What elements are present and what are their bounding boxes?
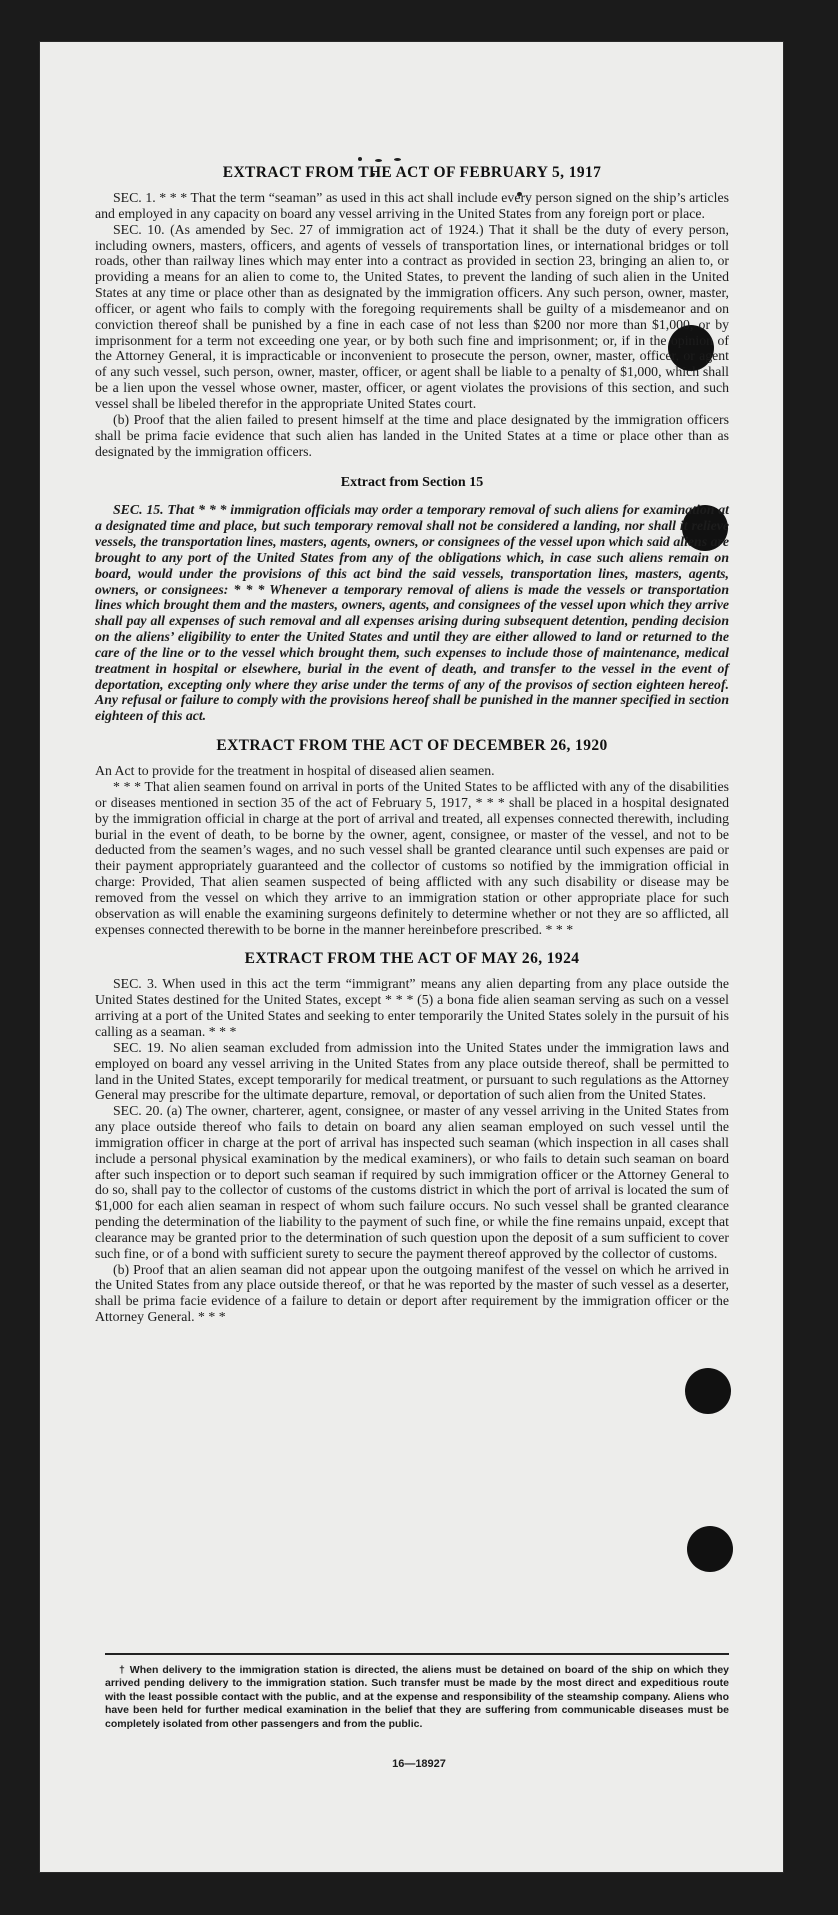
section-3: SEC. 3. When used in this act the term “immigrant” means any alien departing from any place outside the United States destined for the United States, except * * * (5) a bona fide alien seaman serving as such on a vessel arriving at a port of the United States and seeking to enter temporarily the United States solely in the pursuit of his calling as a seaman. * * * (95, 976, 729, 1039)
act-1920-body: * * * That alien seamen found on arrival in ports of the United States to be afflicted with any of the disabilities or diseases mentioned in section 35 of the act of February 5, 1917, * * * shall be placed in a hospital designated by the immigration official in charge at the port of arrival and treated, all expenses connected therewith, including burial in the event of death, to be borne by the owner, agent, consignee, or master of the vessel, and not to be deducted from the seamen’s wages, and no such vessel shall be granted clearance until such expenses are paid or their payment appropriately guaranteed and the collector of customs so notified by the immigration official in charge: Provided, That alien seamen suspected of being afflicted with any such disability or disease may be removed from the vessel on which they arrive to an immigration station or other appropriate place for such observation as will enable the examining surgeons definitely to determine whether or not they are so afflicted, all expenses connected therewith to be borne in the manner hereinbefore prescribed. * * * (95, 779, 729, 937)
punch-hole-3 (685, 1368, 731, 1414)
section-20-a: SEC. 20. (a) The owner, charterer, agent, consignee, or master of any vessel arriving in the United States from any place outside thereof who fails to detain on board any alien seaman employed on such vessel until the immigration officer in charge at the port of arrival has inspected such seaman (which inspection in all cases shall include a personal physical examination by the medical examiners), or who fails to detain such seaman on board after such inspection or to deport such seaman if required by such immigration officer or the Attorney General to do so, shall pay to the collector of customs of the customs district in which the port of arrival is located the sum of $1,000 for each alien seaman in respect of whom such failure occurs. No such vessel shall be granted clearance pending the determination of the liability to the payment of such fine, or while the fine remains unpaid, except that clearance may be granted prior to the determination of such question upon the deposit of a sum sufficient to cover such fine, or of a bond with sufficient surety to secure the payment thereof approved by the collector of customs. (95, 1103, 729, 1261)
heading-section-15: Extract from Section 15 (340, 475, 484, 491)
section-1: SEC. 1. * * * That the term “seaman” as used in this act shall include every person signed on the ship’s articles and employed in any capacity on board any vessel arriving in the United States from any foreign port or place. (95, 190, 729, 221)
punch-hole-4 (687, 1526, 733, 1572)
document-body (95, 164, 729, 1325)
act-1920-intro: An Act to provide for the treatment in hospital of diseased alien seamen. (95, 763, 495, 779)
footnote (105, 1664, 729, 1731)
heading-act-1920: EXTRACT FROM THE ACT OF DECEMBER 26, 1920 (216, 737, 608, 755)
page-number: 16—18927 (392, 1758, 446, 1770)
footnote-text: † When delivery to the immigration station is directed, the aliens must be detained on board of the ship on which they arrived pending delivery to the immigration station. Such transfer must be made by the most direct and expeditious route with the least possible contact with the public, and at the expense and responsibility of the steamship company. Aliens who have been held for further medical examination in the belief that they are suffering from communicable diseases must be completely isolated from other passengers and from the public. (105, 1664, 729, 1730)
section-10-b: (b) Proof that the alien failed to present himself at the time and place designated by the immigration officers shall be prima facie evidence that such alien has landed in the United States at a time or place other than as designated by the immigration officers. (95, 411, 729, 459)
section-20-b: (b) Proof that an alien seaman did not appear upon the outgoing manifest of the vessel on which he arrived in the United States from any place outside thereof, or that he was reported by the master of such vessel as a deserter, shall be prima facie evidence of a failure to detain or deport after requirement by the immigration officer or the Attorney General. * * * (95, 1261, 729, 1325)
heading-act-1924: EXTRACT FROM THE ACT OF MAY 26, 1924 (244, 950, 580, 968)
footnote-divider (105, 1653, 729, 1655)
section-10: SEC. 10. (As amended by Sec. 27 of immigration act of 1924.) That it shall be the duty of every person, including owners, masters, officers, and agents of vessels of transportation lines, or international bridges or toll roads, other than railway lines which may enter into a contract as provided in section 23, bringing an alien to, or providing a means for an alien to come to, the United States, to prevent the landing of such alien in the United States at any time or place other than as designated by the immigration officers. Any such person, owner, master, officer, or agent who fails to comply with the foregoing requirements shall be guilty of a misdemeanor and on conviction thereof shall be punished by a fine in each case of not less than $200 nor more than $1,000, or by imprisonment for a term not exceeding one year, or by both such fine and imprisonment; or, if in the opinion of the Attorney General, it is impracticable or inconvenient to prosecute the person, owner, master, officer, or agent of any such vessel, such person, owner, master, officer, or agent shall be liable to a penalty of $1,000, which shall be a lien upon the vessel whose owner, master, officer, or agent violates the provisions of this section, and such vessel shall be libeled therefor in the appropriate United States court. (95, 221, 729, 411)
heading-act-1917: EXTRACT FROM THE ACT OF FEBRUARY 5, 1917 (222, 164, 602, 181)
section-19: SEC. 19. No alien seaman excluded from admission into the United States under the immigration laws and employed on board any vessel arriving in the United States from any place outside thereof, shall be permitted to land in the United States, except temporarily for medical treatment, or pursuant to such regulations as the Attorney General may prescribe for the ultimate departure, removal, or deportation of such alien from the United States. (95, 1039, 729, 1103)
section-15: SEC. 15. That * * * immigration officials may order a temporary removal of such aliens for examination at a designated time and place, but such temporary removal shall not be considered a landing, nor shall it relieve vessels, the transportation lines, masters, agents, owners, or consignees of the vessel upon which said aliens are brought to any port of the United States from any of the obligations which, in case such aliens remain on board, would under the provisions of this act bind the said vessels, transportation lines, masters, agents, owners, or consignees: * * * Whenever a temporary removal of aliens is made the vessels or transportation lines which brought them and the masters, owners, agents, and consignees of the vessel upon which they arrive shall pay all expenses of such removal and all expenses arising during subsequent detention, pending decision on the aliens’ eligibility to enter the United States and until they are either allowed to land or returned to the care of the line or to the vessel which brought them, such expenses to include those of maintenance, medical treatment in hospital or elsewhere, burial in the event of death, and transfer to the vessel in the event of deportation, excepting only where they arise under the terms of any of the provisos of section eighteen hereof. Any refusal or failure to comply with the provisions hereof shall be punished in the manner specified in section eighteen of this act. (95, 502, 729, 724)
